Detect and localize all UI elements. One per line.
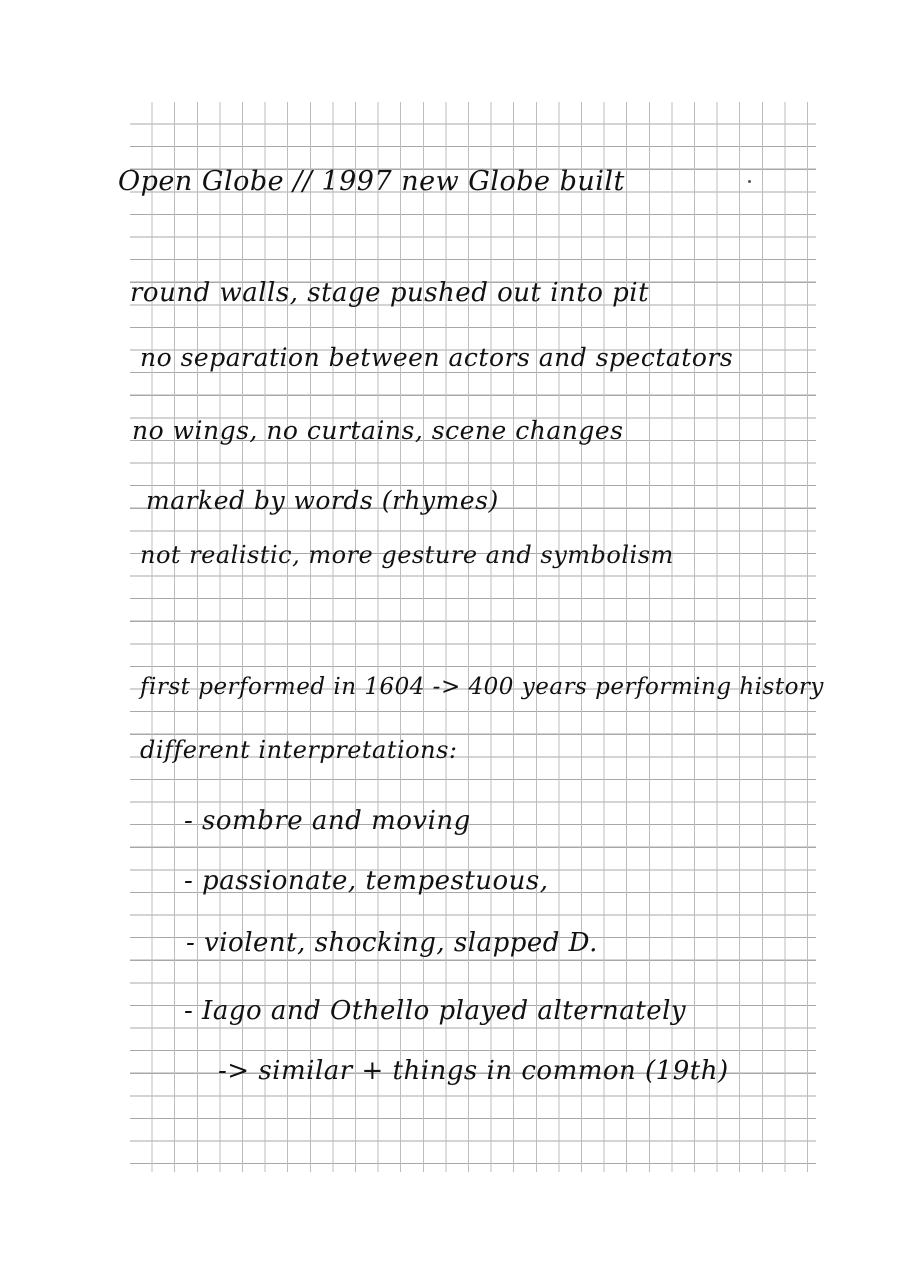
note-line-12: - Iago and Othello played alternately	[184, 996, 687, 1026]
note-line-4: no wings, no curtains, scene changes	[132, 416, 624, 445]
note-line-5: marked by words (rhymes)	[146, 486, 499, 515]
note-line-7: first performed in 1604 -> 400 years performing history	[140, 674, 824, 700]
note-line-11: - violent, shocking, slapped D.	[186, 928, 598, 958]
note-line-2: round walls, stage pushed out into pit	[130, 278, 650, 308]
note-line-3: no separation between actors and spectators	[140, 343, 734, 372]
note-line-9: - sombre and moving	[184, 806, 471, 836]
note-line-10: - passionate, tempestuous,	[184, 866, 549, 896]
note-line-8: different interpretations:	[140, 736, 458, 764]
note-line-13: -> similar + things in common (19th)	[218, 1056, 729, 1086]
note-line-6: not realistic, more gesture and symbolism	[140, 541, 674, 569]
ink-speck	[748, 180, 751, 183]
note-line-1: Open Globe // 1997 new Globe built	[118, 166, 625, 197]
